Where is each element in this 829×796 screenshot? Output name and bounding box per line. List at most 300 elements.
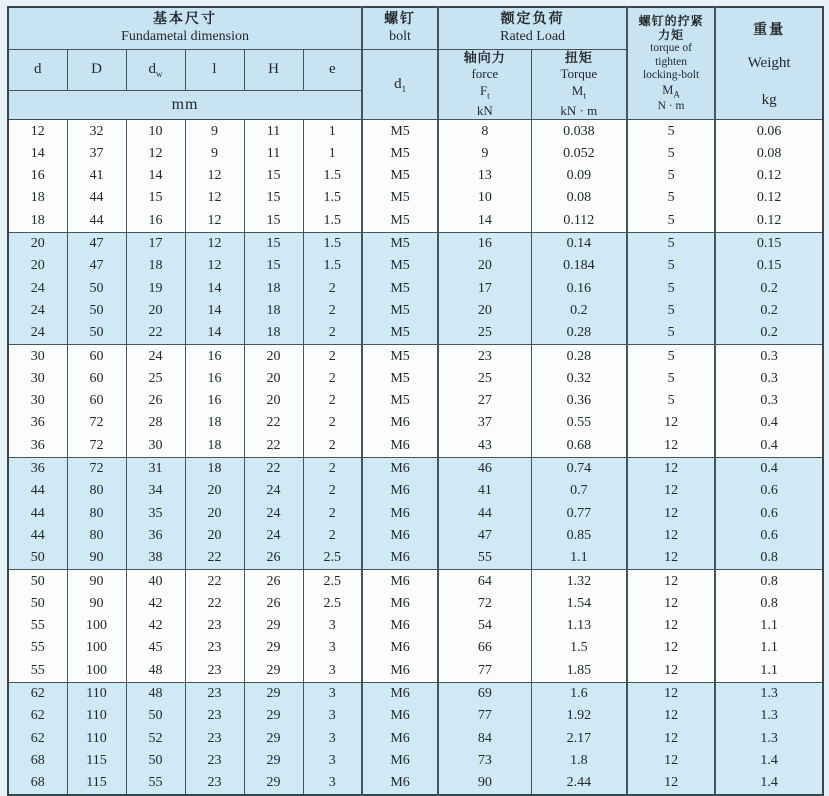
force-unit: kN bbox=[476, 102, 493, 118]
cell-D: 100 bbox=[67, 660, 126, 683]
cell-H: 26 bbox=[244, 547, 303, 570]
cell-dw: 38 bbox=[126, 547, 185, 570]
cell-weight: 0.08 bbox=[715, 143, 823, 165]
cell-weight: 1.1 bbox=[715, 615, 823, 637]
cell-d: 50 bbox=[8, 547, 67, 570]
cell-l: 18 bbox=[185, 412, 244, 434]
cell-torque: 0.16 bbox=[531, 278, 627, 300]
table-row bbox=[8, 772, 823, 795]
cell-force: 25 bbox=[438, 368, 531, 390]
cell-dw: 17 bbox=[126, 232, 185, 255]
cell-force: 14 bbox=[438, 210, 531, 233]
cell-e: 2 bbox=[303, 390, 362, 412]
cell-e: 2 bbox=[303, 300, 362, 322]
cell-D: 90 bbox=[67, 547, 126, 570]
cell-weight: 1.3 bbox=[715, 682, 823, 705]
table-row bbox=[8, 682, 823, 705]
cell-torque: 1.5 bbox=[531, 637, 627, 659]
cell-H: 20 bbox=[244, 345, 303, 368]
cell-weight: 0.4 bbox=[715, 457, 823, 480]
cell-l: 14 bbox=[185, 300, 244, 322]
torque-zh: 扭矩 bbox=[564, 49, 593, 65]
cell-d: 30 bbox=[8, 390, 67, 412]
cell-d1: M6 bbox=[362, 772, 438, 795]
cell-l: 14 bbox=[185, 322, 244, 345]
cell-d: 24 bbox=[8, 278, 67, 300]
cell-D: 110 bbox=[67, 682, 126, 705]
cell-d: 68 bbox=[8, 772, 67, 795]
cell-weight: 0.2 bbox=[715, 300, 823, 322]
cell-d1: M6 bbox=[362, 547, 438, 570]
cell-force: 73 bbox=[438, 750, 531, 772]
table-row bbox=[8, 593, 823, 615]
cell-l: 23 bbox=[185, 772, 244, 795]
table-body bbox=[8, 120, 823, 795]
table-row bbox=[8, 210, 823, 233]
cell-weight: 0.3 bbox=[715, 390, 823, 412]
cell-weight: 0.12 bbox=[715, 210, 823, 233]
cell-force: 10 bbox=[438, 187, 531, 209]
cell-e: 2 bbox=[303, 525, 362, 547]
cell-locking-torque: 5 bbox=[627, 120, 715, 143]
cell-l: 20 bbox=[185, 525, 244, 547]
cell-d1: M5 bbox=[362, 120, 438, 143]
cell-dw: 52 bbox=[126, 727, 185, 749]
cell-H: 20 bbox=[244, 390, 303, 412]
locking-symbol: $M_A$ bbox=[662, 82, 680, 100]
cell-D: 80 bbox=[67, 480, 126, 502]
table-row bbox=[8, 435, 823, 458]
cell-H: 24 bbox=[244, 480, 303, 502]
cell-e: 3 bbox=[303, 750, 362, 772]
table-row bbox=[8, 278, 823, 300]
force-symbol: $F_t$ bbox=[479, 83, 490, 101]
cell-l: 22 bbox=[185, 593, 244, 615]
cell-l: 9 bbox=[185, 143, 244, 165]
cell-force: 90 bbox=[438, 772, 531, 795]
locking-unit: N · m bbox=[657, 100, 685, 112]
cell-d1: M6 bbox=[362, 660, 438, 683]
table-row bbox=[8, 368, 823, 390]
cell-d: 55 bbox=[8, 660, 67, 683]
cell-torque: 1.1 bbox=[531, 547, 627, 570]
cell-e: 2 bbox=[303, 412, 362, 434]
table-row bbox=[8, 120, 823, 143]
cell-torque: 2.17 bbox=[531, 727, 627, 749]
cell-H: 29 bbox=[244, 682, 303, 705]
header-bolt bbox=[362, 7, 438, 49]
cell-d: 18 bbox=[8, 210, 67, 233]
cell-H: 29 bbox=[244, 705, 303, 727]
cell-e: 2 bbox=[303, 345, 362, 368]
cell-l: 14 bbox=[185, 278, 244, 300]
cell-l: 23 bbox=[185, 750, 244, 772]
cell-D: 115 bbox=[67, 772, 126, 795]
cell-l: 20 bbox=[185, 503, 244, 525]
cell-d: 50 bbox=[8, 570, 67, 593]
cell-D: 47 bbox=[67, 232, 126, 255]
cell-weight: 0.12 bbox=[715, 165, 823, 187]
cell-d1: M6 bbox=[362, 412, 438, 434]
cell-l: 18 bbox=[185, 457, 244, 480]
cell-d: 36 bbox=[8, 435, 67, 458]
cell-e: 2 bbox=[303, 457, 362, 480]
cell-d1: M5 bbox=[362, 390, 438, 412]
cell-torque: 0.052 bbox=[531, 143, 627, 165]
header-col-d: d bbox=[8, 49, 67, 90]
cell-dw: 14 bbox=[126, 165, 185, 187]
cell-H: 15 bbox=[244, 232, 303, 255]
cell-dw: 35 bbox=[126, 503, 185, 525]
cell-H: 22 bbox=[244, 457, 303, 480]
cell-locking-torque: 12 bbox=[627, 435, 715, 458]
cell-l: 23 bbox=[185, 682, 244, 705]
cell-e: 3 bbox=[303, 772, 362, 795]
cell-d: 24 bbox=[8, 300, 67, 322]
cell-l: 12 bbox=[185, 210, 244, 233]
cell-H: 26 bbox=[244, 570, 303, 593]
rated-load-zh: 额定负荷 bbox=[500, 12, 565, 28]
cell-e: 2 bbox=[303, 368, 362, 390]
cell-d1: M5 bbox=[362, 278, 438, 300]
cell-force: 55 bbox=[438, 547, 531, 570]
cell-dw: 36 bbox=[126, 525, 185, 547]
cell-force: 54 bbox=[438, 615, 531, 637]
cell-torque: 0.28 bbox=[531, 322, 627, 345]
header-torque bbox=[531, 49, 627, 120]
cell-d1: M6 bbox=[362, 570, 438, 593]
cell-dw: 20 bbox=[126, 300, 185, 322]
cell-weight: 1.3 bbox=[715, 727, 823, 749]
cell-locking-torque: 12 bbox=[627, 750, 715, 772]
cell-D: 80 bbox=[67, 525, 126, 547]
cell-D: 80 bbox=[67, 503, 126, 525]
weight-en: Weight bbox=[747, 54, 791, 71]
cell-weight: 0.8 bbox=[715, 593, 823, 615]
header-row-groups bbox=[8, 7, 823, 49]
header-col-D: D bbox=[67, 49, 126, 90]
cell-dw: 34 bbox=[126, 480, 185, 502]
bolt-en: bolt bbox=[389, 28, 411, 44]
cell-locking-torque: 12 bbox=[627, 547, 715, 570]
cell-weight: 0.6 bbox=[715, 480, 823, 502]
locking-en-3: locking-bolt bbox=[642, 69, 700, 82]
cell-l: 12 bbox=[185, 165, 244, 187]
cell-force: 84 bbox=[438, 727, 531, 749]
cell-d: 18 bbox=[8, 187, 67, 209]
cell-locking-torque: 5 bbox=[627, 368, 715, 390]
header-col-e: e bbox=[303, 49, 362, 90]
table-row bbox=[8, 503, 823, 525]
cell-d: 62 bbox=[8, 727, 67, 749]
cell-e: 1 bbox=[303, 120, 362, 143]
cell-d: 16 bbox=[8, 165, 67, 187]
table-row bbox=[8, 480, 823, 502]
locking-en-2: tighten bbox=[655, 55, 688, 68]
torque-en: Torque bbox=[560, 66, 598, 82]
cell-torque: 0.55 bbox=[531, 412, 627, 434]
cell-d1: M6 bbox=[362, 503, 438, 525]
table-row bbox=[8, 547, 823, 570]
cell-H: 20 bbox=[244, 368, 303, 390]
cell-torque: 0.038 bbox=[531, 120, 627, 143]
table-row bbox=[8, 750, 823, 772]
cell-dw: 42 bbox=[126, 615, 185, 637]
cell-torque: 1.32 bbox=[531, 570, 627, 593]
cell-locking-torque: 12 bbox=[627, 682, 715, 705]
cell-l: 23 bbox=[185, 615, 244, 637]
table-row bbox=[8, 615, 823, 637]
cell-d1: M6 bbox=[362, 593, 438, 615]
cell-e: 2.5 bbox=[303, 570, 362, 593]
weight-zh: 重量 bbox=[753, 22, 786, 38]
cell-locking-torque: 5 bbox=[627, 322, 715, 345]
cell-torque: 0.28 bbox=[531, 345, 627, 368]
cell-D: 110 bbox=[67, 727, 126, 749]
cell-H: 29 bbox=[244, 772, 303, 795]
cell-weight: 0.15 bbox=[715, 232, 823, 255]
force-en: force bbox=[471, 66, 499, 82]
header-col-dw: $d_w$ bbox=[126, 49, 185, 90]
cell-weight: 1.4 bbox=[715, 750, 823, 772]
cell-dw: 30 bbox=[126, 435, 185, 458]
cell-torque: 0.7 bbox=[531, 480, 627, 502]
cell-e: 2 bbox=[303, 503, 362, 525]
cell-locking-torque: 5 bbox=[627, 165, 715, 187]
cell-locking-torque: 5 bbox=[627, 390, 715, 412]
cell-dw: 28 bbox=[126, 412, 185, 434]
cell-d1: M6 bbox=[362, 525, 438, 547]
cell-torque: 0.85 bbox=[531, 525, 627, 547]
cell-H: 29 bbox=[244, 660, 303, 683]
cell-l: 12 bbox=[185, 255, 244, 277]
cell-force: 17 bbox=[438, 278, 531, 300]
cell-force: 46 bbox=[438, 457, 531, 480]
cell-d: 55 bbox=[8, 615, 67, 637]
cell-locking-torque: 12 bbox=[627, 480, 715, 502]
torque-unit: kN · m bbox=[560, 102, 598, 118]
cell-force: 72 bbox=[438, 593, 531, 615]
cell-weight: 0.6 bbox=[715, 503, 823, 525]
cell-H: 15 bbox=[244, 187, 303, 209]
cell-e: 2 bbox=[303, 435, 362, 458]
cell-H: 26 bbox=[244, 593, 303, 615]
cell-weight: 0.4 bbox=[715, 412, 823, 434]
header-fundamental-dimension bbox=[8, 7, 362, 49]
table-row bbox=[8, 637, 823, 659]
cell-locking-torque: 5 bbox=[627, 187, 715, 209]
cell-torque: 0.32 bbox=[531, 368, 627, 390]
table-row bbox=[8, 345, 823, 368]
cell-locking-torque: 12 bbox=[627, 593, 715, 615]
cell-e: 3 bbox=[303, 727, 362, 749]
cell-l: 18 bbox=[185, 435, 244, 458]
cell-d1: M6 bbox=[362, 615, 438, 637]
cell-d: 12 bbox=[8, 120, 67, 143]
cell-weight: 0.6 bbox=[715, 525, 823, 547]
header-weight bbox=[715, 7, 823, 120]
cell-weight: 0.3 bbox=[715, 368, 823, 390]
cell-locking-torque: 5 bbox=[627, 278, 715, 300]
cell-dw: 18 bbox=[126, 255, 185, 277]
cell-dw: 16 bbox=[126, 210, 185, 233]
cell-D: 72 bbox=[67, 412, 126, 434]
table-row bbox=[8, 727, 823, 749]
header-axial-force bbox=[438, 49, 531, 120]
cell-force: 77 bbox=[438, 660, 531, 683]
rated-load-en: Rated Load bbox=[500, 28, 566, 44]
cell-e: 3 bbox=[303, 615, 362, 637]
cell-D: 60 bbox=[67, 345, 126, 368]
cell-dw: 12 bbox=[126, 143, 185, 165]
cell-torque: 0.184 bbox=[531, 255, 627, 277]
cell-torque: 0.14 bbox=[531, 232, 627, 255]
cell-torque: 0.36 bbox=[531, 390, 627, 412]
cell-force: 47 bbox=[438, 525, 531, 547]
cell-d1: M5 bbox=[362, 300, 438, 322]
cell-e: 1.5 bbox=[303, 165, 362, 187]
cell-dw: 48 bbox=[126, 682, 185, 705]
cell-force: 13 bbox=[438, 165, 531, 187]
header-locking-torque bbox=[627, 7, 715, 120]
cell-locking-torque: 12 bbox=[627, 637, 715, 659]
cell-H: 18 bbox=[244, 278, 303, 300]
cell-l: 16 bbox=[185, 368, 244, 390]
cell-locking-torque: 12 bbox=[627, 412, 715, 434]
cell-d1: M5 bbox=[362, 232, 438, 255]
cell-l: 16 bbox=[185, 390, 244, 412]
cell-locking-torque: 12 bbox=[627, 772, 715, 795]
cell-H: 29 bbox=[244, 727, 303, 749]
cell-e: 2.5 bbox=[303, 593, 362, 615]
weight-unit: kg bbox=[761, 91, 777, 108]
cell-d: 44 bbox=[8, 480, 67, 502]
cell-dw: 48 bbox=[126, 660, 185, 683]
cell-d: 44 bbox=[8, 525, 67, 547]
header-bolt-symbol: $d_1$ bbox=[362, 49, 438, 120]
cell-dw: 50 bbox=[126, 750, 185, 772]
cell-force: 9 bbox=[438, 143, 531, 165]
cell-H: 18 bbox=[244, 300, 303, 322]
header-col-l: l bbox=[185, 49, 244, 90]
cell-torque: 0.09 bbox=[531, 165, 627, 187]
table-row bbox=[8, 255, 823, 277]
table-row bbox=[8, 165, 823, 187]
cell-d1: M5 bbox=[362, 255, 438, 277]
cell-d: 30 bbox=[8, 368, 67, 390]
cell-locking-torque: 5 bbox=[627, 255, 715, 277]
cell-d1: M6 bbox=[362, 682, 438, 705]
cell-d1: M5 bbox=[362, 143, 438, 165]
table-row bbox=[8, 143, 823, 165]
cell-e: 2 bbox=[303, 322, 362, 345]
cell-torque: 0.68 bbox=[531, 435, 627, 458]
cell-H: 22 bbox=[244, 435, 303, 458]
cell-locking-torque: 12 bbox=[627, 615, 715, 637]
table-row bbox=[8, 705, 823, 727]
locking-zh-2: 力矩 bbox=[658, 28, 685, 43]
cell-force: 20 bbox=[438, 255, 531, 277]
force-zh: 轴向力 bbox=[463, 49, 506, 65]
bolt-zh: 螺钉 bbox=[384, 12, 417, 28]
fundamental-zh: 基本尺寸 bbox=[153, 12, 218, 28]
cell-dw: 22 bbox=[126, 322, 185, 345]
cell-e: 3 bbox=[303, 660, 362, 683]
cell-D: 50 bbox=[67, 300, 126, 322]
cell-force: 20 bbox=[438, 300, 531, 322]
cell-l: 23 bbox=[185, 637, 244, 659]
cell-e: 1 bbox=[303, 143, 362, 165]
cell-locking-torque: 5 bbox=[627, 210, 715, 233]
cell-D: 100 bbox=[67, 615, 126, 637]
table-row bbox=[8, 187, 823, 209]
cell-H: 22 bbox=[244, 412, 303, 434]
cell-e: 2.5 bbox=[303, 547, 362, 570]
cell-force: 8 bbox=[438, 120, 531, 143]
cell-e: 3 bbox=[303, 637, 362, 659]
cell-D: 50 bbox=[67, 322, 126, 345]
cell-H: 15 bbox=[244, 255, 303, 277]
cell-H: 15 bbox=[244, 165, 303, 187]
cell-l: 12 bbox=[185, 187, 244, 209]
cell-d: 14 bbox=[8, 143, 67, 165]
cell-l: 23 bbox=[185, 660, 244, 683]
cell-d: 68 bbox=[8, 750, 67, 772]
cell-H: 24 bbox=[244, 503, 303, 525]
cell-d: 24 bbox=[8, 322, 67, 345]
cell-d: 20 bbox=[8, 255, 67, 277]
cell-torque: 1.13 bbox=[531, 615, 627, 637]
cell-weight: 1.1 bbox=[715, 637, 823, 659]
table-row bbox=[8, 300, 823, 322]
cell-force: 64 bbox=[438, 570, 531, 593]
cell-torque: 0.2 bbox=[531, 300, 627, 322]
cell-d: 62 bbox=[8, 682, 67, 705]
cell-dw: 45 bbox=[126, 637, 185, 659]
cell-D: 90 bbox=[67, 570, 126, 593]
cell-d: 55 bbox=[8, 637, 67, 659]
cell-torque: 2.44 bbox=[531, 772, 627, 795]
cell-dw: 42 bbox=[126, 593, 185, 615]
cell-weight: 0.15 bbox=[715, 255, 823, 277]
cell-D: 90 bbox=[67, 593, 126, 615]
cell-d1: M5 bbox=[362, 210, 438, 233]
cell-D: 72 bbox=[67, 435, 126, 458]
cell-l: 22 bbox=[185, 547, 244, 570]
cell-locking-torque: 12 bbox=[627, 503, 715, 525]
cell-H: 29 bbox=[244, 750, 303, 772]
cell-d1: M5 bbox=[362, 368, 438, 390]
cell-force: 66 bbox=[438, 637, 531, 659]
table-row bbox=[8, 390, 823, 412]
cell-H: 11 bbox=[244, 143, 303, 165]
cell-D: 60 bbox=[67, 390, 126, 412]
cell-torque: 0.74 bbox=[531, 457, 627, 480]
cell-D: 60 bbox=[67, 368, 126, 390]
cell-locking-torque: 12 bbox=[627, 727, 715, 749]
cell-d: 30 bbox=[8, 345, 67, 368]
cell-torque: 1.6 bbox=[531, 682, 627, 705]
cell-H: 29 bbox=[244, 637, 303, 659]
cell-dw: 19 bbox=[126, 278, 185, 300]
cell-force: 69 bbox=[438, 682, 531, 705]
cell-weight: 0.2 bbox=[715, 278, 823, 300]
locking-en-1: torque of bbox=[650, 42, 692, 55]
cell-d: 44 bbox=[8, 503, 67, 525]
cell-l: 16 bbox=[185, 345, 244, 368]
cell-dw: 15 bbox=[126, 187, 185, 209]
cell-H: 18 bbox=[244, 322, 303, 345]
